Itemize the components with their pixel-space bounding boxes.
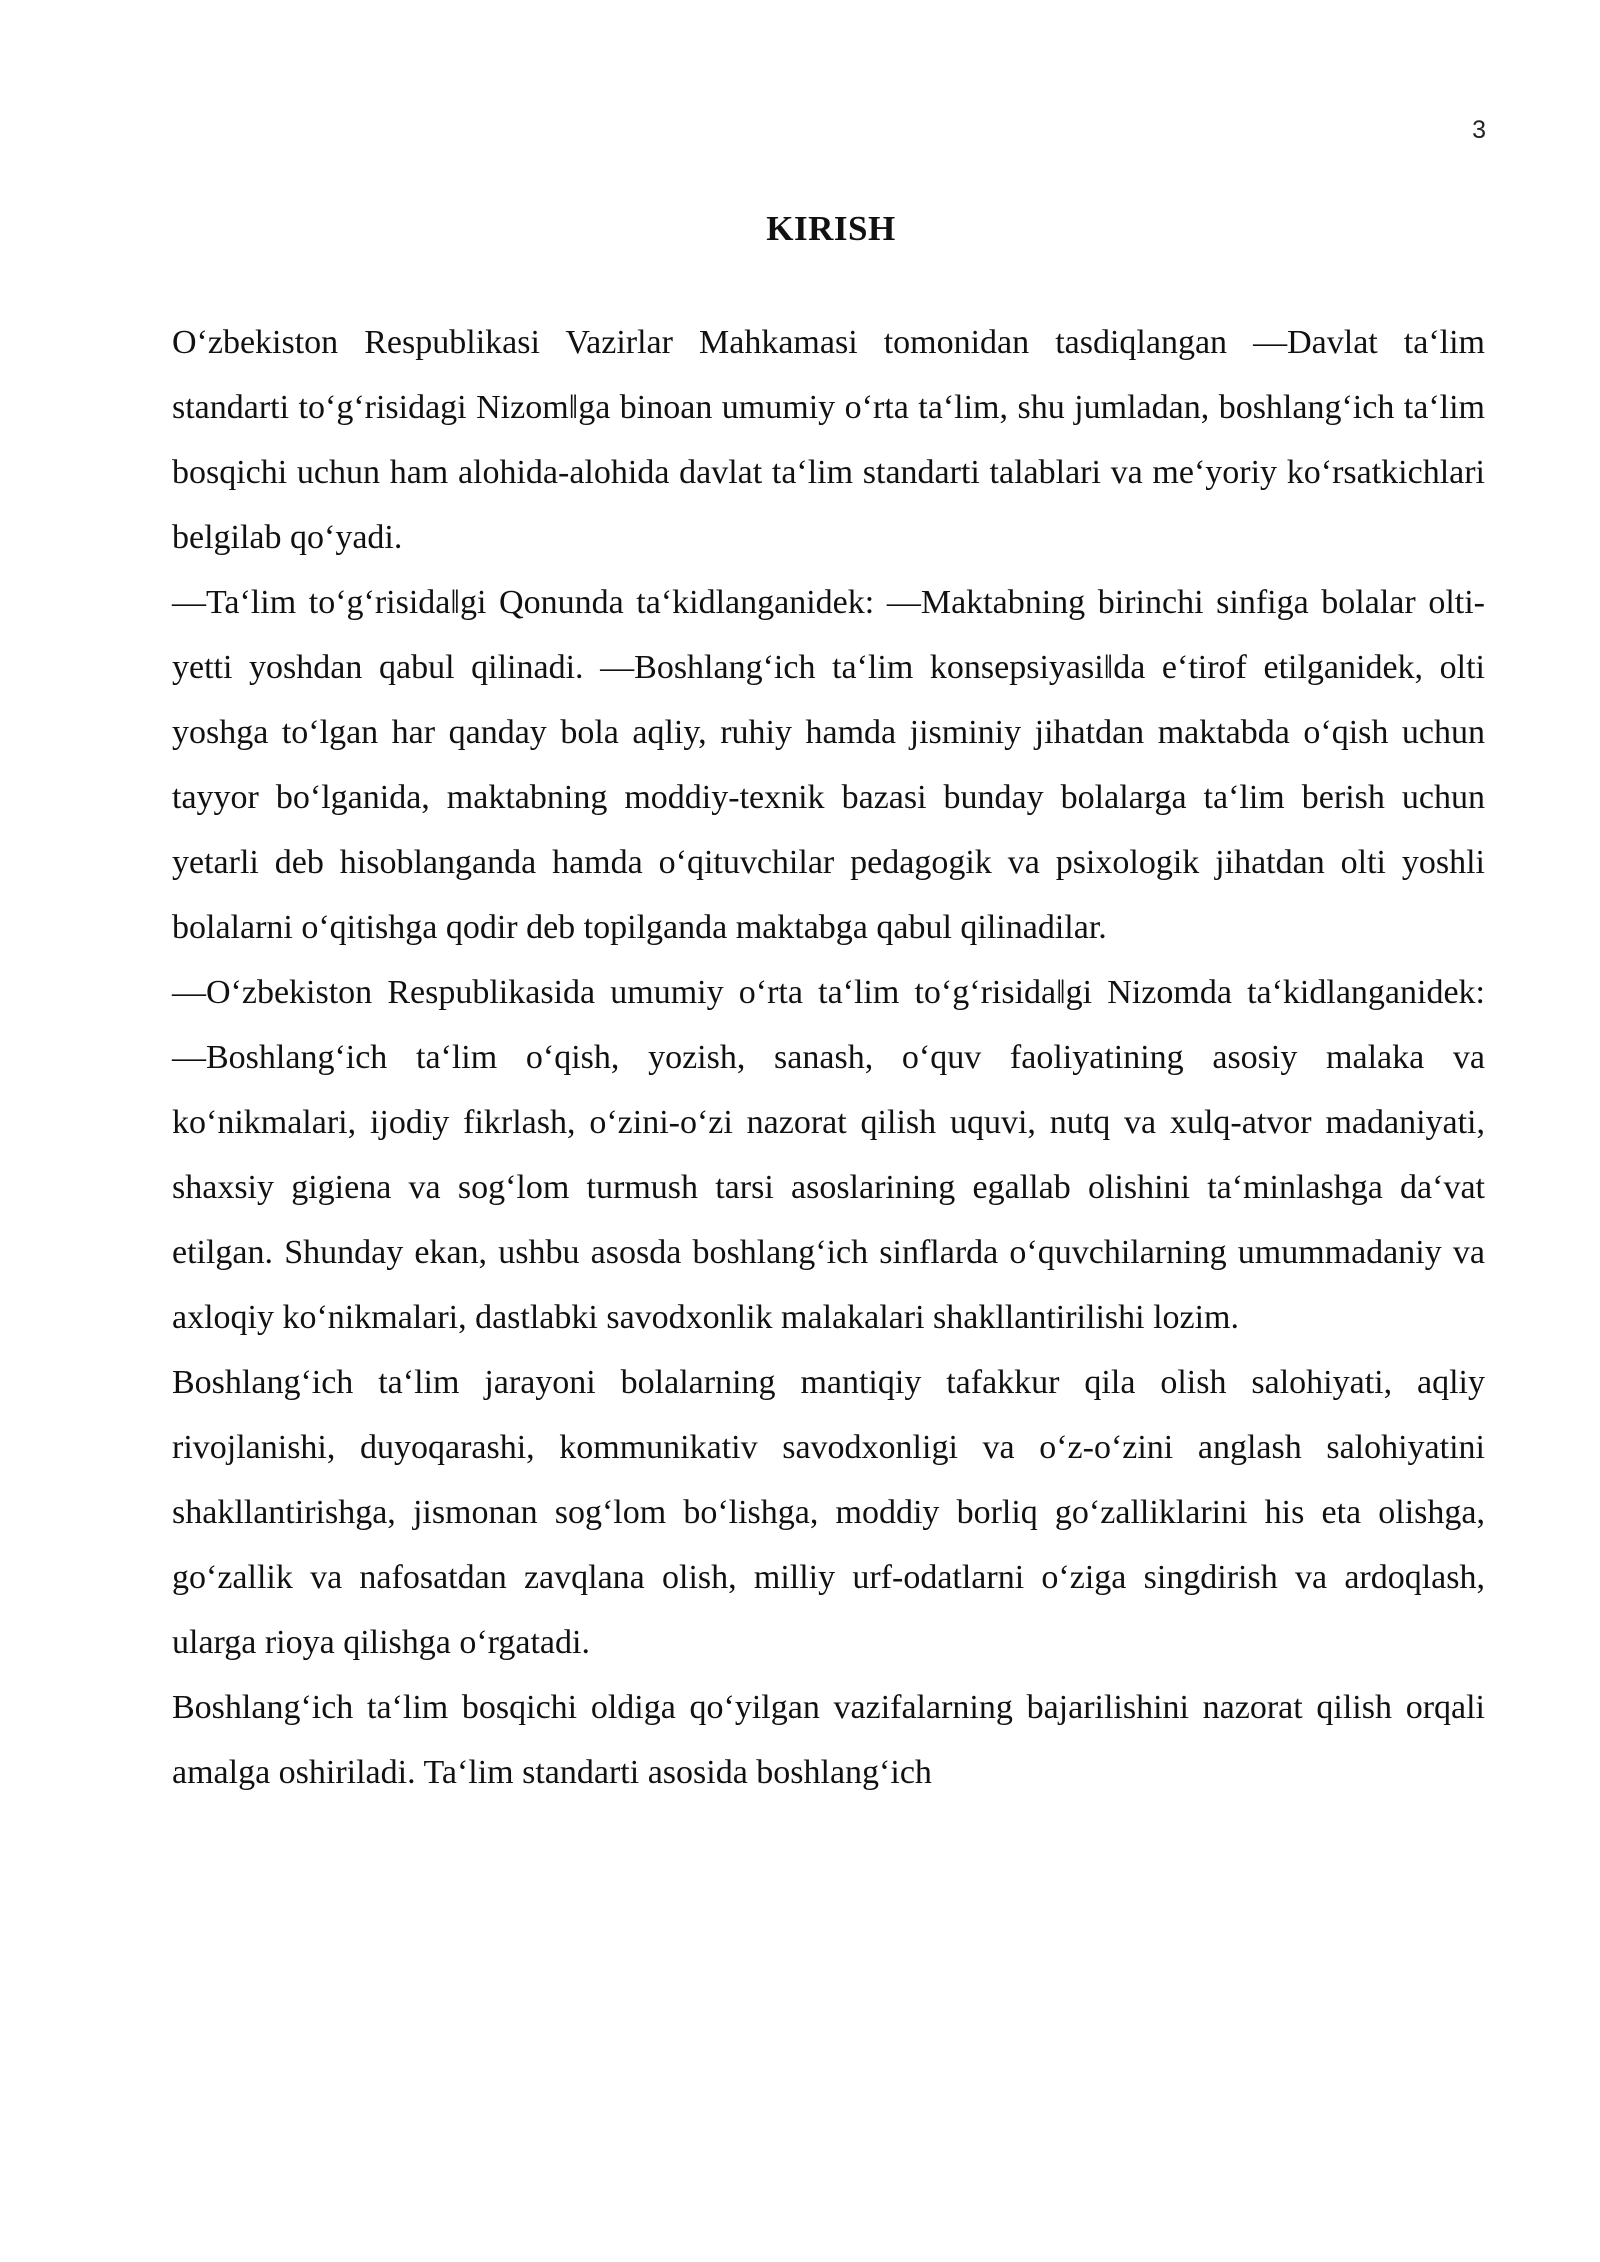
paragraph: ―Ta‘lim to‘g‘risida‖gi Qonunda ta‘kidlanganidek: ―Maktabning birinchi sinfiga bolalar olti-yetti yoshdan qabul qilinadi. ―Boshlang‘ich ta‘lim konsepsiyasi‖da e‘tirof etilganidek, olti yoshga to‘lgan har qanday bola aqliy, ruhiy hamda jisminiy jihatdan maktabda o‘qish uchun tayyor bo‘lganida, maktabning moddiy-texnik bazasi bunday bolalarga ta‘lim berish uchun yetarli deb hisoblanganda hamda o‘qituvchilar pedagogik va psixologik jihatdan olti yoshli bolalarni o‘qitishga qodir deb topilganda maktabga qabul qilinadilar.	[172, 584, 1485, 946]
paragraph: O‘zbekiston Respublikasi Vazirlar Mahkamasi tomonidan tasdiqlangan ―Davlat ta‘lim standarti to‘g‘risidagi Nizom‖ga binoan umumiy o‘rta ta‘lim, shu jumladan, boshlang‘ich ta‘lim bosqichi uchun ham alohida-alohida davlat ta‘lim standarti talablari va me‘yoriy ko‘rsatkichlari belgilab qo‘yadi.	[172, 324, 1485, 556]
paragraph: Boshlang‘ich ta‘lim bosqichi oldiga qo‘yilgan vazifalarning bajarilishini nazorat qilish orqali amalga oshiriladi. Ta‘lim standarti asosida boshlang‘ich	[172, 1689, 1485, 1791]
document-body	[172, 310, 1485, 1805]
page-number: 3	[1472, 116, 1486, 144]
page-title: KIRISH	[766, 209, 896, 249]
paragraph: Boshlang‘ich ta‘lim jarayoni bolalarning mantiqiy tafakkur qila olish salohiyati, aqliy rivojlanishi, duyoqarashi, kommunikativ savodxonligi va o‘z-o‘zini anglash salohiyatini shakllantirishga, jismonan sog‘lom bo‘lishga, moddiy borliq go‘zalliklarini his eta olishga, go‘zallik va nafosatdan zavqlana olish, milliy urf-odatlarni o‘ziga singdirish va ardoqlash, ularga rioya qilishga o‘rgatadi.	[172, 1364, 1485, 1661]
paragraph: ―O‘zbekiston Respublikasida umumiy o‘rta ta‘lim to‘g‘risida‖gi Nizomda ta‘kidlanganidek: ―Boshlang‘ich ta‘lim o‘qish, yozish, sanash, o‘quv faoliyatining asosiy malaka va ko‘nikmalari, ijodiy fikrlash, o‘zini-o‘zi nazorat qilish uquvi, nutq va xulq-atvor madaniyati, shaxsiy gigiena va sog‘lom turmush tarsi asoslarining egallab olishini ta‘minlashga da‘vat etilgan. Shunday ekan, ushbu asosda boshlang‘ich sinflarda o‘quvchilarning umummadaniy va axloqiy ko‘nikmalari, dastlabki savodxonlik malakalari shakllantirilishi lozim.	[172, 974, 1485, 1336]
